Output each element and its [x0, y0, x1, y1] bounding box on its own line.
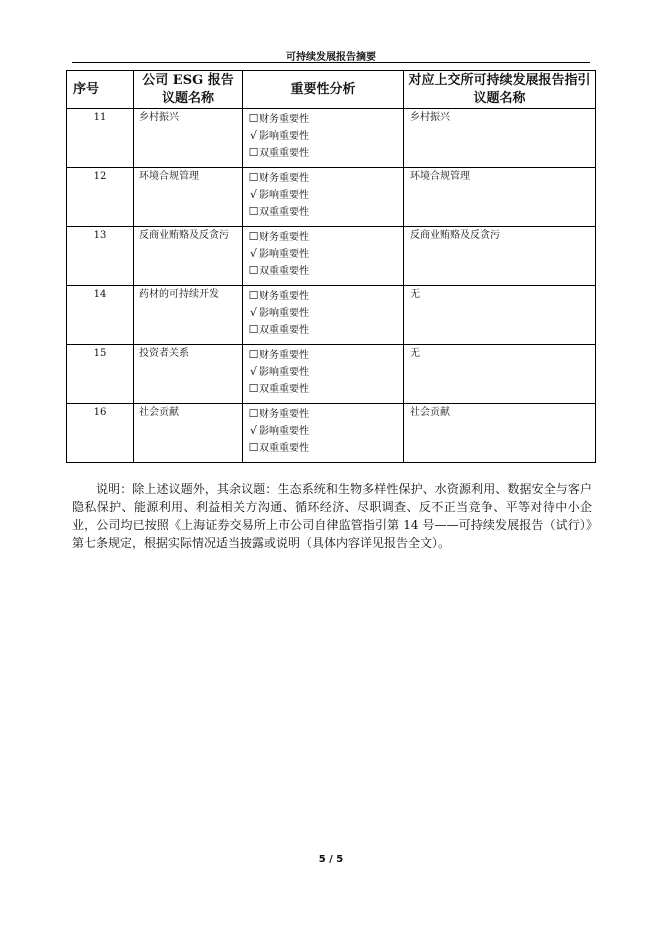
checkmark-icon: √ — [249, 424, 257, 437]
header-sse-topic: 对应上交所可持续发展报告指引议题名称 — [404, 71, 596, 109]
page-header-title: 可持续发展报告摘要 — [286, 52, 376, 63]
row-sse-topic: 社会贡献 — [404, 404, 596, 463]
materiality-option-label: 影响重要性 — [259, 426, 309, 437]
materiality-option — [248, 305, 403, 322]
table-row — [67, 227, 596, 286]
materiality-option-label: 财务重要性 — [259, 173, 309, 184]
materiality-option-label: 双重重要性 — [259, 384, 309, 395]
row-num: 14 — [67, 286, 134, 345]
table-header-row — [67, 71, 596, 109]
row-sse-topic: 无 — [404, 345, 596, 404]
materiality-option-label: 影响重要性 — [259, 249, 309, 260]
materiality-option — [248, 322, 403, 339]
materiality-option — [248, 145, 403, 162]
table-row — [67, 286, 596, 345]
page-number: 5 / 5 — [318, 854, 344, 865]
materiality-option-label: 影响重要性 — [259, 308, 309, 319]
materiality-option-label: 双重重要性 — [259, 325, 309, 336]
materiality-option — [248, 364, 403, 381]
explanation-note: 说明：除上述议题外，其余议题：生态系统和生物多样性保护、水资源利用、数据安全与客户隐私保护、能源利用、利益相关方沟通、循环经济、尽职调查、反不正当竞争、平等对待中小企业，公司均已按照《上海证券交易所上市公司自律监管指引第 14 号——可持续发展报告（试行）》第七条规定，根据实际情况适当披露或说明（具体内容详见报告全文）。 — [72, 482, 592, 550]
materiality-option-label: 影响重要性 — [259, 367, 309, 378]
materiality-option — [248, 288, 403, 305]
materiality-option-label: 双重重要性 — [259, 266, 309, 277]
table-row — [67, 109, 596, 168]
materiality-option-label: 财务重要性 — [259, 409, 309, 420]
row-materiality-options — [243, 345, 404, 404]
materiality-option — [248, 381, 403, 398]
row-topic-name: 投资者关系 — [134, 345, 243, 404]
materiality-option — [248, 187, 403, 204]
row-materiality-options — [243, 109, 404, 168]
esg-materiality-table — [66, 70, 596, 463]
checkmark-icon: √ — [249, 129, 257, 142]
materiality-option-label: 财务重要性 — [259, 291, 309, 302]
checkmark-icon: √ — [249, 188, 257, 201]
row-topic-name: 反商业贿赂及反贪污 — [134, 227, 243, 286]
checkmark-icon: √ — [249, 247, 257, 260]
empty-checkbox-icon: ☐ — [248, 171, 259, 184]
row-materiality-options — [243, 286, 404, 345]
materiality-option — [248, 263, 403, 280]
checkmark-icon: √ — [249, 365, 257, 378]
empty-checkbox-icon: ☐ — [248, 289, 259, 302]
row-num: 15 — [67, 345, 134, 404]
materiality-option-label: 双重重要性 — [259, 148, 309, 159]
materiality-option — [248, 423, 403, 440]
materiality-option-label: 财务重要性 — [259, 232, 309, 243]
materiality-option — [248, 406, 403, 423]
empty-checkbox-icon: ☐ — [248, 205, 259, 218]
row-topic-name: 乡村振兴 — [134, 109, 243, 168]
materiality-option-label: 双重重要性 — [259, 207, 309, 218]
row-num: 16 — [67, 404, 134, 463]
row-sse-topic: 无 — [404, 286, 596, 345]
row-materiality-options — [243, 404, 404, 463]
header-materiality: 重要性分析 — [243, 71, 404, 109]
empty-checkbox-icon: ☐ — [248, 230, 259, 243]
empty-checkbox-icon: ☐ — [248, 441, 259, 454]
row-sse-topic: 反商业贿赂及反贪污 — [404, 227, 596, 286]
materiality-option — [248, 440, 403, 457]
empty-checkbox-icon: ☐ — [248, 264, 259, 277]
table-row — [67, 345, 596, 404]
table-row — [67, 404, 596, 463]
row-topic-name: 药材的可持续开发 — [134, 286, 243, 345]
empty-checkbox-icon: ☐ — [248, 348, 259, 361]
materiality-option-label: 影响重要性 — [259, 131, 309, 142]
materiality-option-label: 影响重要性 — [259, 190, 309, 201]
empty-checkbox-icon: ☐ — [248, 323, 259, 336]
materiality-option — [248, 170, 403, 187]
materiality-option — [248, 347, 403, 364]
row-materiality-options — [243, 227, 404, 286]
empty-checkbox-icon: ☐ — [248, 407, 259, 420]
row-topic-name: 社会贡献 — [134, 404, 243, 463]
materiality-option — [248, 246, 403, 263]
materiality-option-label: 财务重要性 — [259, 114, 309, 125]
materiality-option — [248, 111, 403, 128]
empty-checkbox-icon: ☐ — [248, 112, 259, 125]
checkmark-icon: √ — [249, 306, 257, 319]
row-num: 12 — [67, 168, 134, 227]
row-topic-name: 环境合规管理 — [134, 168, 243, 227]
row-sse-topic: 环境合规管理 — [404, 168, 596, 227]
empty-checkbox-icon: ☐ — [248, 382, 259, 395]
header-topic-name: 公司 ESG 报告议题名称 — [134, 71, 243, 109]
materiality-option — [248, 229, 403, 246]
materiality-option — [248, 204, 403, 221]
table-row — [67, 168, 596, 227]
row-num: 13 — [67, 227, 134, 286]
materiality-option-label: 双重重要性 — [259, 443, 309, 454]
row-num: 11 — [67, 109, 134, 168]
materiality-option — [248, 128, 403, 145]
empty-checkbox-icon: ☐ — [248, 146, 259, 159]
header-num: 序号 — [67, 71, 134, 109]
row-materiality-options — [243, 168, 404, 227]
materiality-option-label: 财务重要性 — [259, 350, 309, 361]
header-divider — [72, 62, 590, 63]
row-sse-topic: 乡村振兴 — [404, 109, 596, 168]
